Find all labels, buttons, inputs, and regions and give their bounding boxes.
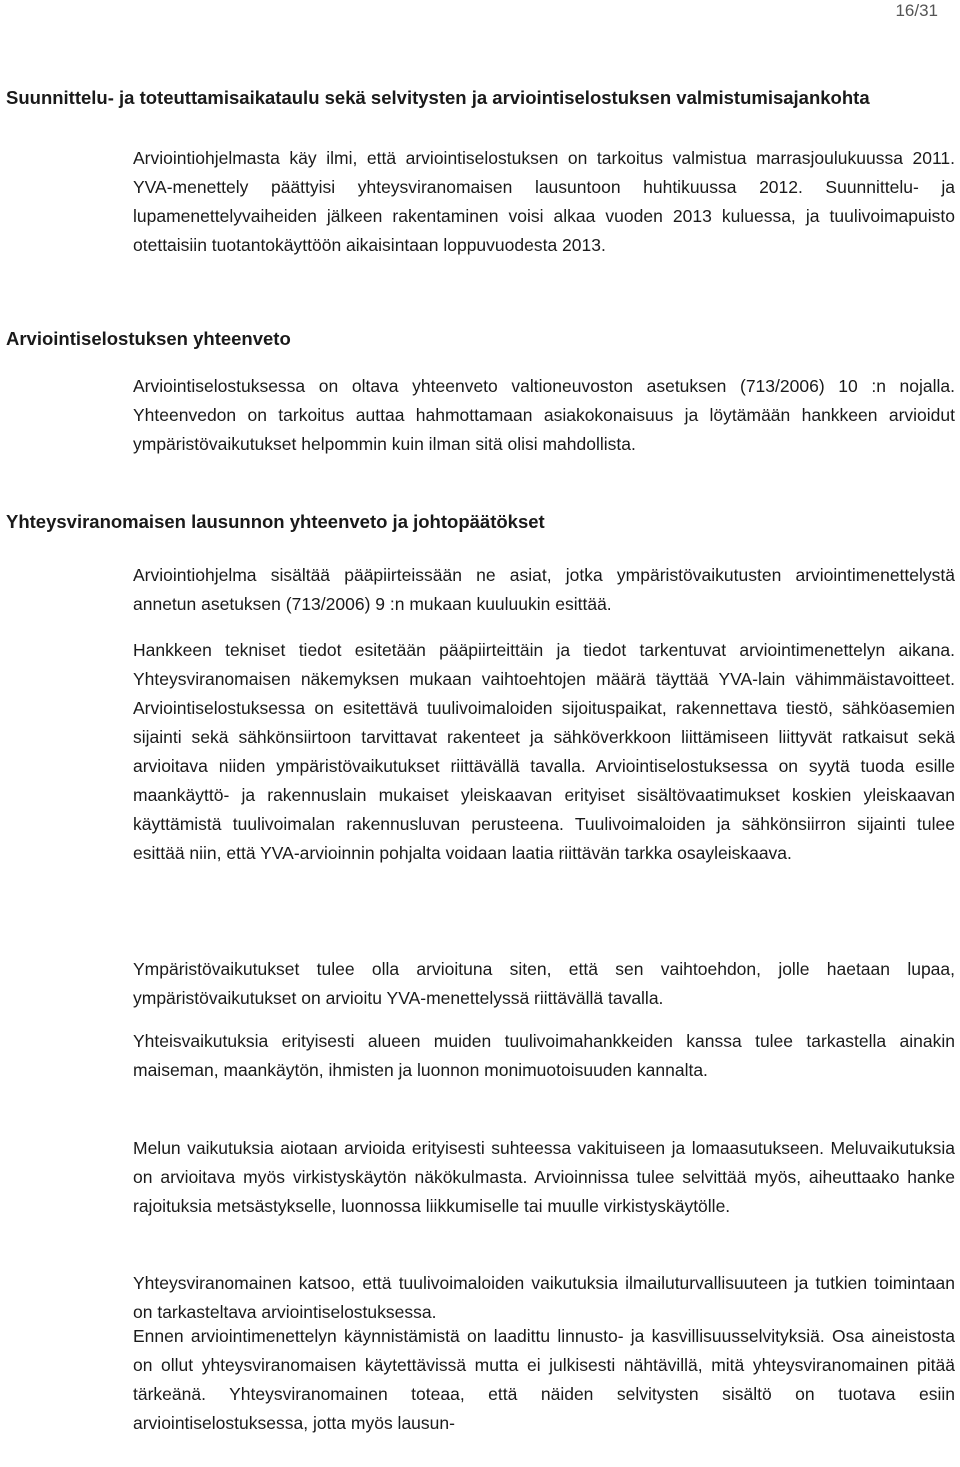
paragraph-schedule: Arviointiohjelmasta käy ilmi, että arviointiselostuksen on tarkoitus valmistua marrasjoulukuussa 2011. YVA-menettely päättyisi yhteysviranomaisen lausuntoon huhtikuussa 2012. Suunnittelu- ja lupamenettelyvaiheiden jälkeen rakentaminen voisi alkaa vuoden 2013 kuluessa, ja tuulivoimapuisto otettaisiin tuotantokäyttöön aikaisintaan loppuvuodesta 2013. <box>133 148 955 255</box>
paragraph-contents: Arviointiohjelma sisältää pääpiirteissään ne asiat, jotka ympäristövaikutusten arviointimenettelystä annetun asetuksen (713/2006) 9 :n mukaan kuuluukin esittää. <box>133 565 955 614</box>
paragraph-cumulative-impacts: Yhteisvaikutuksia erityisesti alueen muiden tuulivoimahankkeiden kanssa tulee tarkastella ainakin maiseman, maankäytön, ihmisten ja luonnon monimuotoisuuden kannalta. <box>133 1031 955 1080</box>
section-heading-statement: Yhteysviranomaisen lausunnon yhteenveto ja johtopäätökset <box>6 511 545 532</box>
paragraph-aviation: Yhteysviranomainen katsoo, että tuulivoimaloiden vaikutuksia ilmailuturvallisuuteen ja tutkien toimintaan on tarkasteltava arviointiselostuksessa. <box>133 1273 955 1322</box>
paragraph-summary: Arviointiselostuksessa on oltava yhteenveto valtioneuvoston asetuksen (713/2006) 10 :n nojalla. Yhteenvedon on tarkoitus auttaa hahmottamaan asiakokonaisuus ja löytämään hankkeen arvioidut ympäristövaikutukset helpommin kuin ilman sitä olisi mahdollista. <box>133 376 955 454</box>
paragraph-surveys: Ennen arviointimenettelyn käynnistämistä on laadittu linnusto- ja kasvillisuusselvityksiä. Osa aineistosta on ollut yhteysviranomaisen käytettävissä mutta ei julkisesti nähtävillä, mitä yhteysviranomainen pitää tärkeänä. Yhteysviranomainen toteaa, että näiden selvitysten sisältö on tuotava esiin arviointiselostuksessa, jotta myös lausun- <box>133 1326 955 1433</box>
page-number: 16/31 <box>895 1 938 20</box>
paragraph-impacts: Ympäristövaikutukset tulee olla arvioituna siten, että sen vaihtoehdon, jolle haetaan lupaa, ympäristövaikutukset on arvioitu YVA-menettelyssä riittävällä tavalla. <box>133 959 955 1008</box>
paragraph-technical-data: Hankkeen tekniset tiedot esitetään pääpiirteittäin ja tiedot tarkentuvat arviointimenettelyn aikana. Yhteysviranomaisen näkemyksen mukaan vaihtoehtojen määrä täyttää YVA-lain vähimmäistavoitteet. Arviointiselostuksessa on esitettävä tuulivoimaloiden sijoituspaikat, rakennettava tiestö, sähköasemien sijainti sekä sähkönsiirtoon tarvittavat rakenteet ja sähköverkkoon liittämiseen liittyvät ratkaisut sekä arvioitava niiden ympäristövaikutukset riittävällä tavalla. Arviointiselostuksessa on syytä tuoda esille maankäyttö- ja rakennuslain mukaiset yleiskaavan erityiset sisältövaatimukset koskien yleiskaavan käyttämistä tuulivoimalan rakennusluvan perusteena. Tuulivoimaloiden ja sähkönsiirron sijainti tulee esittää niin, että YVA-arvioinnin pohjalta voidaan laatia riittävän tarkka osayleiskaava. <box>133 640 955 863</box>
paragraph-noise: Melun vaikutuksia aiotaan arvioida erityisesti suhteessa vakituiseen ja lomaasutukseen. Meluvaikutuksia on arvioitava myös virkistyskäytön näkökulmasta. Arvioinnissa tulee selvittää myös, aiheuttaako hanke rajoituksia metsästykselle, luonnossa liikkumiselle tai muulle virkistyskäytölle. <box>133 1138 955 1216</box>
section-heading-schedule: Suunnittelu- ja toteuttamisaikataulu sekä selvitysten ja arviointiselostuksen valmistumisajankohta <box>6 87 870 108</box>
section-heading-summary: Arviointiselostuksen yhteenveto <box>6 328 291 349</box>
